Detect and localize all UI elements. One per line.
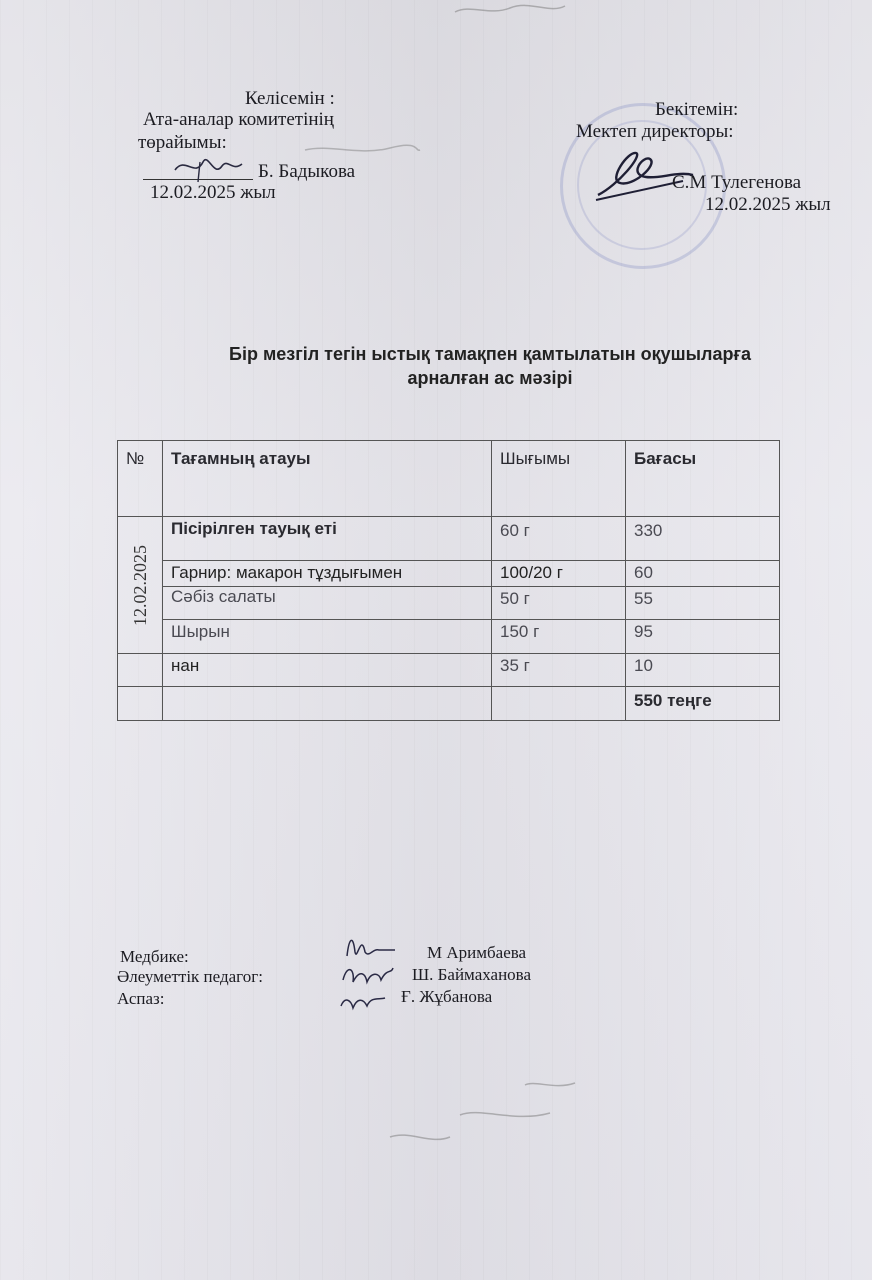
dish-yield: 35 г	[492, 654, 626, 687]
approval-left-heading: Келісемін :	[245, 88, 335, 109]
social-pedagogue-role: Әлеуметтік педагог:	[117, 967, 263, 986]
page-title-line1: Бір мезгіл тегін ыстық тамақпен қамтылатын оқушыларға	[229, 344, 751, 364]
date-label: 12.02.2025	[130, 544, 150, 626]
dish-name: Гарнир: макарон тұздығымен	[163, 561, 492, 587]
dish-price: 60	[626, 561, 780, 587]
table-row	[118, 517, 780, 561]
empty-cell	[163, 687, 492, 721]
dish-yield: 50 г	[492, 587, 626, 620]
nurse-name: М Аримбаева	[427, 943, 527, 962]
header-dish-name: Тағамның атауы	[163, 441, 492, 517]
dish-yield: 150 г	[492, 620, 626, 654]
approval-left-date: 12.02.2025 жыл	[150, 182, 276, 203]
scribble-marks-bottom	[385, 1075, 585, 1155]
dish-name: Пісірілген тауық еті	[163, 517, 492, 561]
table-row	[118, 561, 780, 587]
social-pedagogue-name: Ш. Баймаханова	[412, 965, 532, 984]
approval-left-name: Б. Бадыкова	[258, 161, 356, 182]
dish-price: 330	[626, 517, 780, 561]
dish-name: нан	[163, 654, 492, 687]
dish-price: 95	[626, 620, 780, 654]
dish-name: Шырын	[163, 620, 492, 654]
approval-right-role: Мектеп директоры:	[576, 121, 734, 142]
dish-price: 55	[626, 587, 780, 620]
header-price: Бағасы	[626, 441, 780, 517]
menu-table	[117, 440, 780, 721]
table-row	[118, 587, 780, 620]
header-yield: Шығымы	[492, 441, 626, 517]
nurse-role: Медбике:	[120, 947, 189, 966]
approval-right-date: 12.02.2025 жыл	[705, 194, 831, 215]
cook-role: Аспаз:	[117, 989, 165, 1008]
signatures-staff	[335, 928, 405, 1018]
approval-right-heading: Бекітемін:	[655, 99, 739, 120]
total-price: 550 теңге	[626, 687, 780, 721]
header-number: №	[118, 441, 163, 517]
page-title	[160, 342, 820, 390]
empty-cell	[492, 687, 626, 721]
dish-yield: 60 г	[492, 517, 626, 561]
dish-price: 10	[626, 654, 780, 687]
page-title-line2: арналған ас мәзірі	[407, 368, 573, 388]
table-header-row	[118, 441, 780, 517]
date-cell	[118, 517, 163, 654]
approval-left-role-line2: төрайымы:	[138, 132, 227, 153]
approval-right-name: С.М Тулегенова	[672, 172, 802, 193]
table-row	[118, 620, 780, 654]
dish-yield: 100/20 г	[492, 561, 626, 587]
empty-cell	[118, 687, 163, 721]
approval-left-role-line1: Ата-аналар комитетінің	[143, 109, 334, 130]
scribble-mark-top	[450, 0, 570, 20]
table-row	[118, 654, 780, 687]
cook-name: Ғ. Жұбанова	[401, 987, 493, 1006]
scribble-mark-left	[300, 140, 425, 160]
table-total-row	[118, 687, 780, 721]
dish-name: Сәбіз салаты	[163, 587, 492, 620]
empty-cell	[118, 654, 163, 687]
